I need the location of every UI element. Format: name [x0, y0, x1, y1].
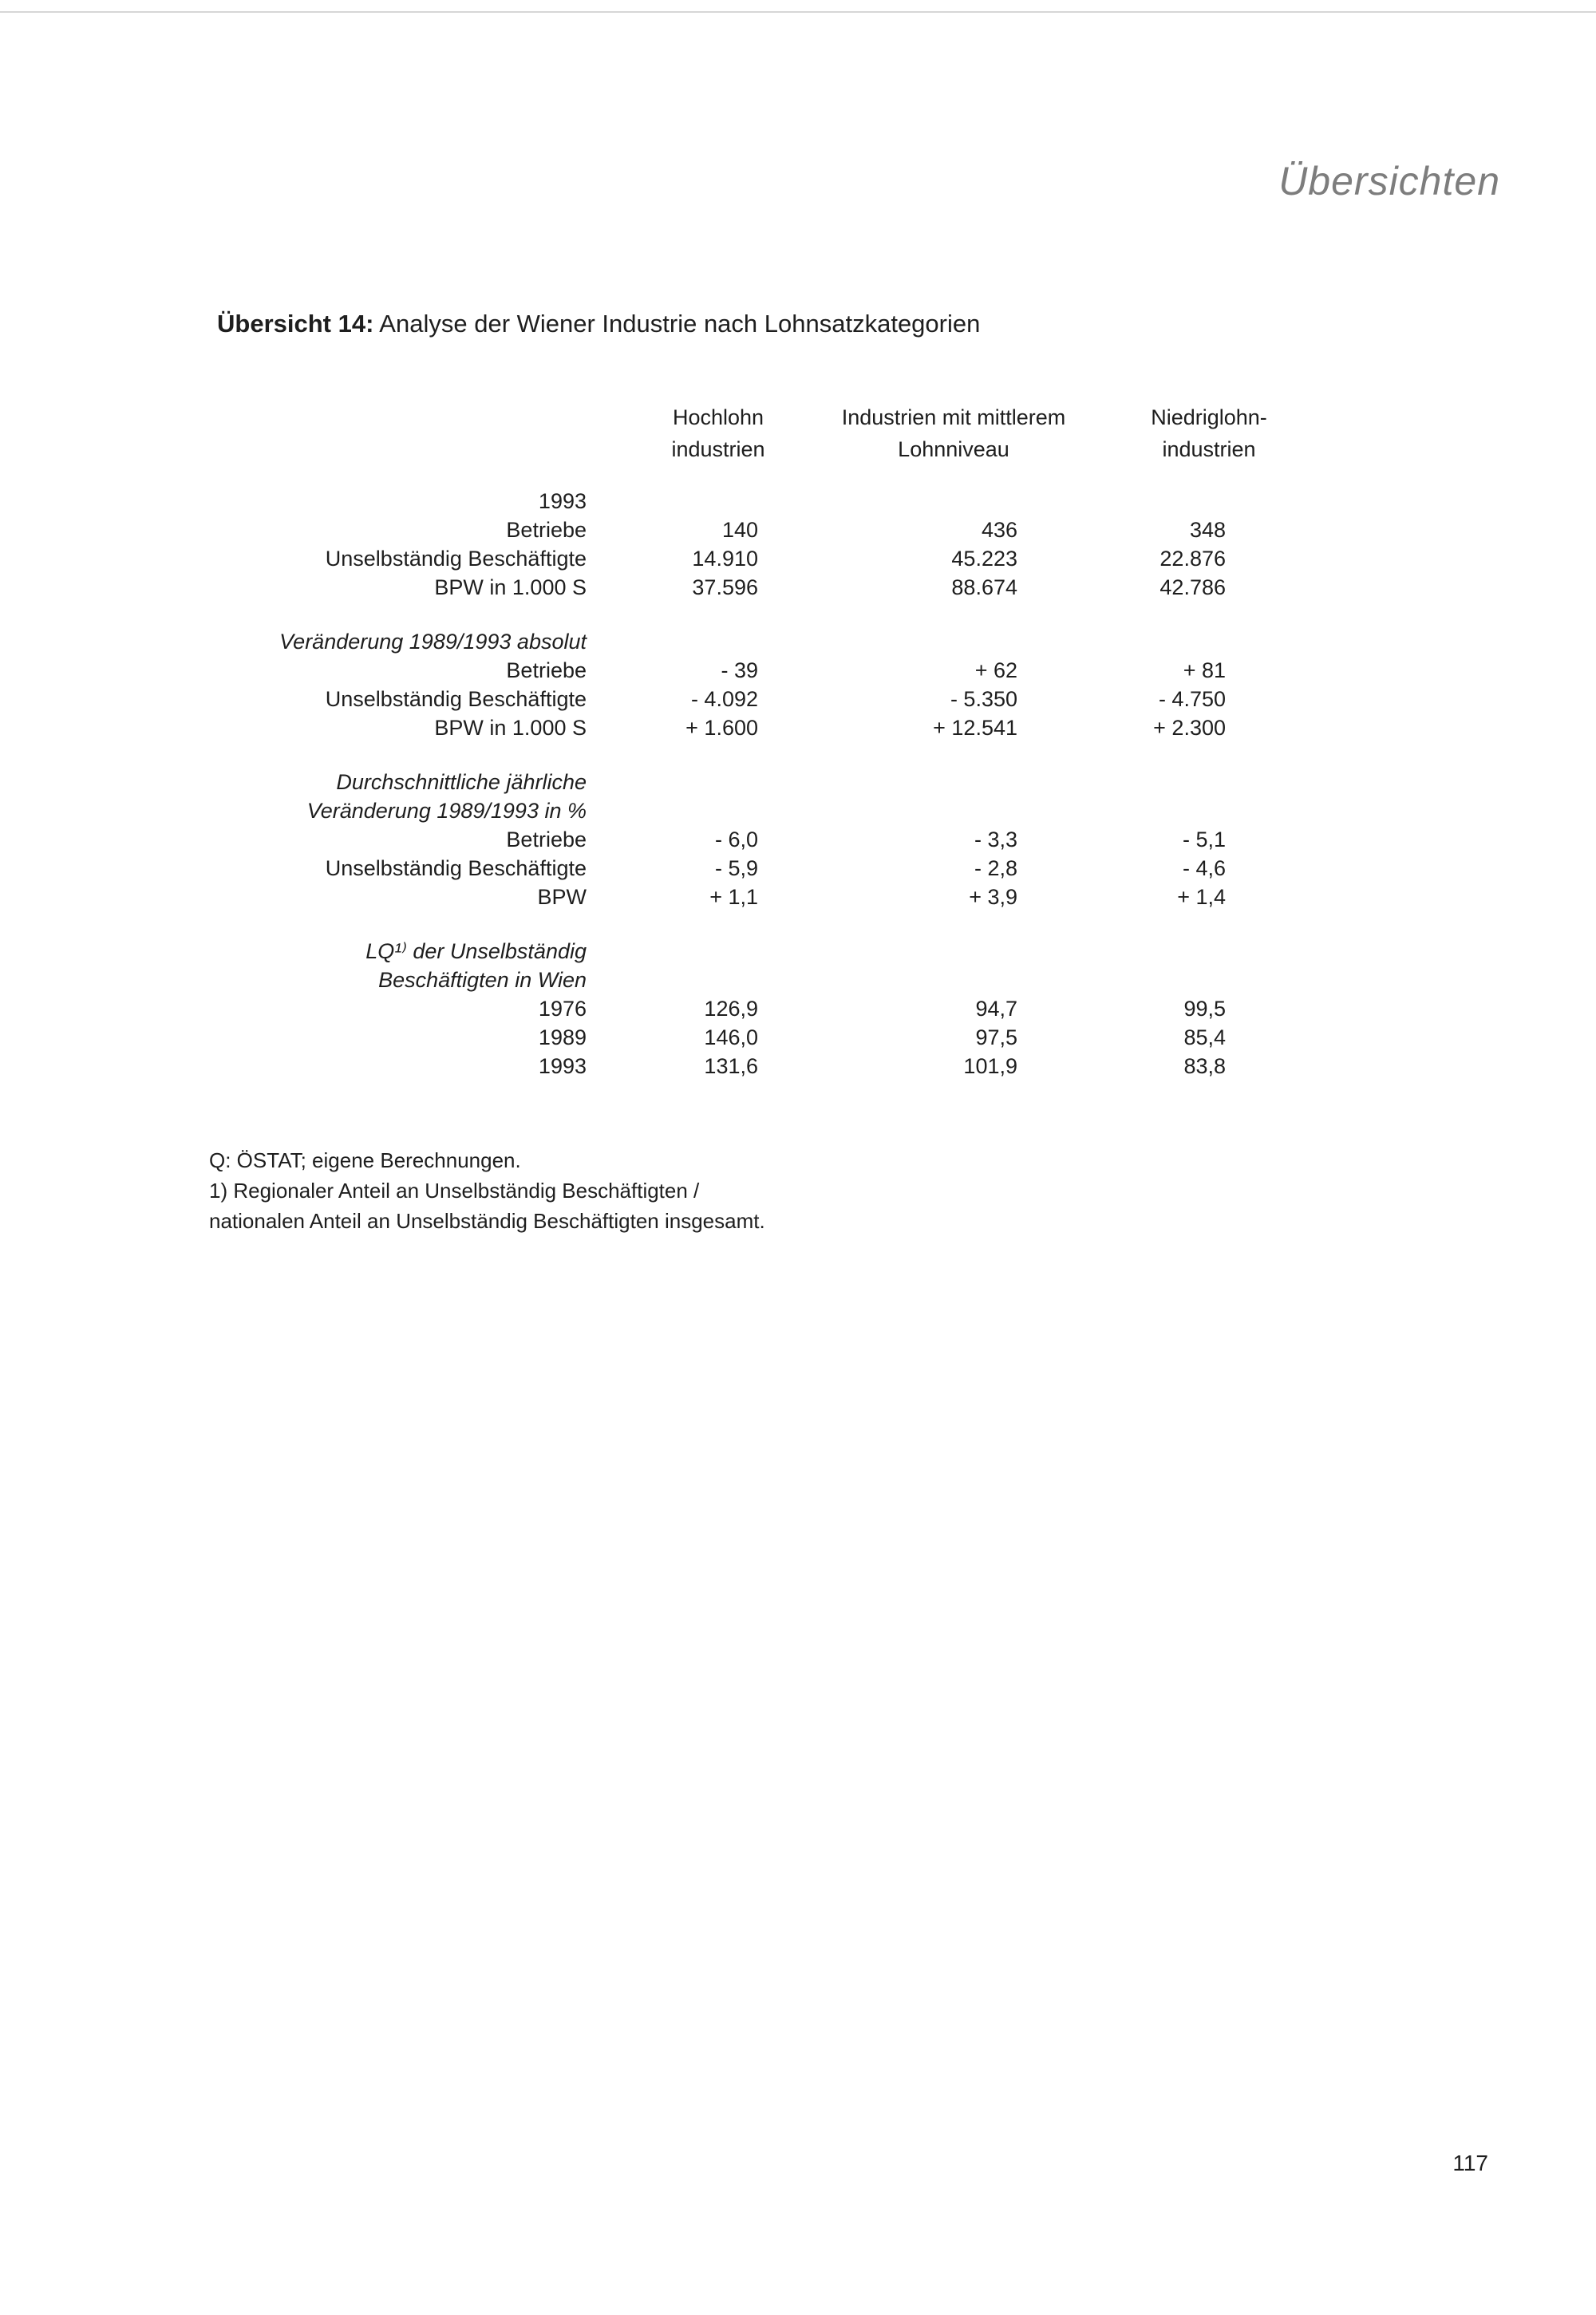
column-header-hochlohn — [638, 401, 798, 465]
table-row — [0, 966, 1596, 994]
cell-value: 42.786 — [1159, 575, 1226, 599]
table-row — [0, 768, 1596, 796]
table-row — [0, 883, 1596, 911]
table-row — [0, 994, 1596, 1023]
row-label: 1976 — [538, 997, 587, 1021]
cell-value: - 6,0 — [714, 828, 758, 851]
footnotes — [209, 1145, 765, 1236]
cell-value: + 3,9 — [969, 885, 1017, 909]
cell-value: 83,8 — [1183, 1054, 1226, 1078]
cell-value: 146,0 — [704, 1025, 758, 1049]
row-label: Unselbständig Beschäftigte — [325, 856, 587, 880]
top-rule — [0, 11, 1596, 13]
cell-value: 45.223 — [951, 547, 1017, 571]
cell-value: - 39 — [721, 658, 758, 682]
table-row — [0, 937, 1596, 966]
table-row — [0, 1023, 1596, 1052]
cell-value: 88.674 — [951, 575, 1017, 599]
cell-value: - 5,1 — [1182, 828, 1226, 851]
column-header-line1: Industrien mit mittlerem — [841, 405, 1066, 429]
cell-value: 94,7 — [975, 997, 1017, 1021]
table-row — [0, 685, 1596, 713]
cell-value: + 12.541 — [933, 716, 1017, 740]
table-row — [0, 627, 1596, 656]
column-header-line2: Lohnniveau — [898, 437, 1009, 461]
column-header-line2: industrien — [1162, 437, 1256, 461]
cell-value: + 1,1 — [709, 885, 758, 909]
table-title-prefix: Übersicht 14: — [217, 310, 374, 338]
cell-value: + 62 — [974, 658, 1017, 682]
source-note: Q: ÖSTAT; eigene Berechnungen. — [209, 1148, 521, 1172]
table-row — [0, 713, 1596, 742]
column-header-line1: Niedriglohn- — [1151, 405, 1267, 429]
row-label: 1993 — [538, 489, 587, 513]
column-header-mittel — [822, 401, 1085, 465]
column-header-niedriglohn — [1101, 401, 1317, 465]
table-row — [0, 573, 1596, 602]
table-row — [0, 487, 1596, 516]
cell-value: 101,9 — [963, 1054, 1017, 1078]
row-label: Unselbständig Beschäftigte — [325, 687, 587, 711]
cell-value: 140 — [721, 518, 758, 542]
table-row — [0, 656, 1596, 685]
cell-value: 22.876 — [1159, 547, 1226, 571]
cell-value: + 81 — [1183, 658, 1226, 682]
row-label: Veränderung 1989/1993 absolut — [279, 630, 587, 654]
table-row — [0, 1052, 1596, 1080]
row-label: BPW in 1.000 S — [434, 575, 587, 599]
cell-value: 97,5 — [975, 1025, 1017, 1049]
cell-value: 436 — [981, 518, 1017, 542]
row-label: Durchschnittliche jährliche — [336, 770, 587, 794]
table-title — [217, 310, 980, 338]
cell-value: - 5.350 — [950, 687, 1017, 711]
footnote-1: 1) Regionaler Anteil an Unselbständig Beschäftigten / — [209, 1179, 700, 1203]
row-label: 1989 — [538, 1025, 587, 1049]
column-header-line2: industrien — [671, 437, 765, 461]
footnote-1-continued: nationalen Anteil an Unselbständig Beschäftigten insgesamt. — [209, 1209, 765, 1233]
cell-value: 126,9 — [704, 997, 758, 1021]
cell-value: 348 — [1189, 518, 1226, 542]
cell-value: - 4.750 — [1158, 687, 1226, 711]
cell-value: 37.596 — [692, 575, 758, 599]
section-heading: Übersichten — [1278, 159, 1500, 203]
row-label: Betriebe — [506, 518, 587, 542]
cell-value: - 2,8 — [974, 856, 1017, 880]
row-label: LQ¹⁾ der Unselbständig — [365, 939, 587, 963]
cell-value: + 2.300 — [1153, 716, 1226, 740]
table-row — [0, 825, 1596, 854]
table-row — [0, 854, 1596, 883]
table-row — [0, 544, 1596, 573]
cell-value: - 3,3 — [974, 828, 1017, 851]
cell-value: 99,5 — [1183, 997, 1226, 1021]
cell-value: 85,4 — [1183, 1025, 1226, 1049]
row-label: Betriebe — [506, 658, 587, 682]
row-label: Beschäftigten in Wien — [378, 968, 587, 992]
table-row — [0, 516, 1596, 544]
cell-value: + 1,4 — [1177, 885, 1226, 909]
row-label: 1993 — [538, 1054, 587, 1078]
column-header-line1: Hochlohn — [672, 405, 764, 429]
row-label: BPW in 1.000 S — [434, 716, 587, 740]
row-label: BPW — [537, 885, 587, 909]
table-title-text: Analyse der Wiener Industrie nach Lohnsatzkategorien — [373, 310, 981, 338]
cell-value: 14.910 — [692, 547, 758, 571]
cell-value: - 4,6 — [1182, 856, 1226, 880]
row-label: Unselbständig Beschäftigte — [325, 547, 587, 571]
cell-value: - 4.092 — [690, 687, 758, 711]
page-number: 117 — [1452, 2151, 1488, 2175]
cell-value: 131,6 — [704, 1054, 758, 1078]
cell-value: + 1.600 — [685, 716, 758, 740]
row-label: Betriebe — [506, 828, 587, 851]
table-row — [0, 796, 1596, 825]
row-label: Veränderung 1989/1993 in % — [306, 799, 587, 823]
cell-value: - 5,9 — [714, 856, 758, 880]
